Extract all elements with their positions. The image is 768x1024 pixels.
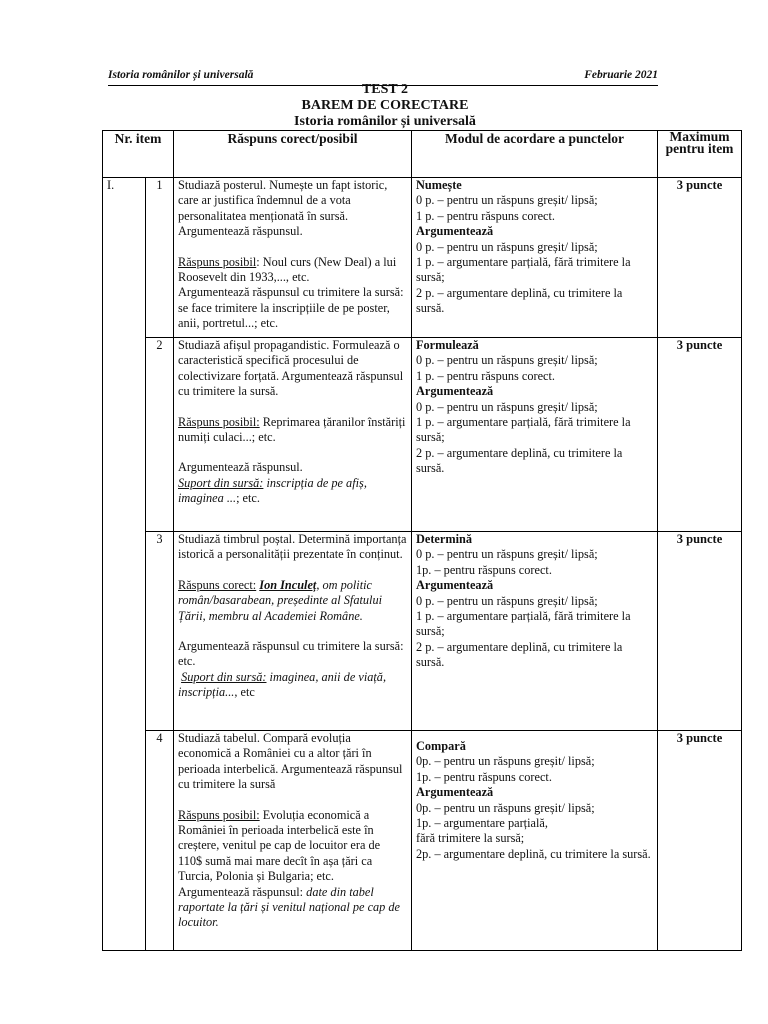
answer-text [178,415,407,446]
support-text [178,670,407,701]
person-name: Ion Inculeț [259,577,317,592]
scoring-line: 1 p. – argumentare parțială, fără trimitere la sursă; [416,255,631,285]
scoring-line: 0 p. – pentru un răspuns greșit/ lipsă; [416,353,598,368]
scoring-heading: Argumentează [416,578,494,593]
scoring-line: 2 p. – argumentare deplină, cu trimitere la sursă. [416,285,623,316]
header-item-number: Nr. item [103,131,174,178]
scoring-line: 0p. – pentru un răspuns greșit/ lipsă; [416,754,595,769]
points-cell: 3 puncte [658,731,742,951]
answer-cell [174,532,412,731]
scoring-line: 1 p. – pentru răspuns corect. [416,208,555,223]
answer-label: Răspuns corect: [178,577,257,592]
support-text [178,476,407,507]
test-title: TEST 2 [361,82,409,97]
scoring-line: 1p. – pentru răspuns corect. [416,562,552,577]
scoring-cell [412,178,658,338]
scoring-line: 1 p. – pentru răspuns corect. [416,368,555,383]
header-max-points: Maximum pentru item [658,131,742,178]
table-header-row [103,131,742,178]
scoring-line: 0 p. – pentru un răspuns greșit/ lipsă; [416,239,598,254]
task-text: Studiază afișul propagandistic. Formulează o caracteristică specifică procesului de colectivizare forțată. Argumentează răspunsul cu trimitere la sursă. [178,338,404,399]
scoring-line: 2p. – argumentare deplină, cu trimitere la sursă. [416,846,651,861]
table-row [103,338,742,532]
answer-cell [174,731,412,951]
answer-label: Răspuns posibil: [178,807,260,822]
scoring-line: 0 p. – pentru un răspuns greșit/ lipsă; [416,547,598,562]
support-tail: , etc [234,685,255,700]
scoring-heading: Numește [416,178,462,192]
header-scoring: Modul de acordare a punctelor [412,131,658,178]
argument-body: date din tabel raportate la țări și venitul național pe cap de locuitor. [178,884,401,930]
scoring-line: 1p. – pentru răspuns corect. [416,769,552,784]
header-subject: Istoria românilor și universală [108,69,254,81]
scoring-cell [412,338,658,532]
barem-title: BAREM DE CORECTARE [301,98,469,113]
item-number: 1 [146,178,174,338]
document-titles [100,82,670,130]
item-number: 4 [146,731,174,951]
answer-body: , om politic român/basarabean, președinte al Sfatului Țării, membru al Academiei Române. [178,577,383,623]
scoring-line: 0 p. – pentru un răspuns greșit/ lipsă; [416,399,598,414]
task-text: Studiază posterul. Numește un fapt istoric, care ar justifica îndemnul de a vota personalitatea menționată în sursă. Argumentează răspunsul. [178,178,388,239]
answer-body: Reprimarea țăranilor înstăriți numiți culaci...; etc. [178,414,406,445]
scoring-heading: Determină [416,532,472,546]
header-date: Februarie 2021 [584,69,658,81]
scoring-line: 0 p. – pentru un răspuns greșit/ lipsă; [416,193,598,208]
header-answer: Răspuns corect/posibil [174,131,412,178]
argument-text: Argumentează răspunsul cu trimitere la sursă: se face trimitere la inscripțiile de pe poster, anii, portretul...; etc. [178,285,404,331]
answer-text [178,808,407,885]
scoring-heading: Compară [416,739,466,753]
table-row [103,731,742,951]
scoring-line: fără trimitere la sursă; [416,831,525,846]
support-label: Suport din sursă: [178,475,264,490]
scoring-line: 2 p. – argumentare deplină, cu trimitere la sursă. [416,445,623,476]
scoring-heading: Argumentează [416,384,494,399]
argument-text: Argumentează răspunsul. [178,460,303,475]
support-body: inscripția de pe afiș, imaginea ... [178,475,367,506]
scoring-cell [412,532,658,731]
table-row [103,178,742,338]
scoring-line: 0 p. – pentru un răspuns greșit/ lipsă; [416,593,598,608]
scoring-cell [412,731,658,951]
answer-label: Răspuns posibil [178,254,257,269]
answer-cell [174,338,412,532]
points-cell: 3 puncte [658,532,742,731]
answer-body: : Noul curs (New Deal) a lui Roosevelt din 1933,..., etc. [178,254,397,285]
support-tail: ; etc. [236,491,260,506]
support-label: Suport din sursă: [181,669,267,684]
answer-text [178,578,407,624]
argument-text: Argumentează răspunsul cu trimitere la sursă: etc. [178,639,404,669]
support-body: imaginea, anii de viață, inscripția... [178,669,387,700]
section-number: I. [103,178,146,951]
scoring-line: 1p. – argumentare parțială, [416,816,548,831]
answer-text [178,255,407,286]
task-text: Studiază timbrul poștal. Determină importanța istorică a personalității prezentate în conținut. [178,532,407,562]
table-row [103,532,742,731]
answer-label: Răspuns posibil: [178,414,260,429]
scoring-line: 2 p. – argumentare deplină, cu trimitere la sursă. [416,639,623,670]
scoring-heading: Argumentează [416,224,494,239]
scoring-line: 0p. – pentru un răspuns greșit/ lipsă; [416,800,595,815]
item-number: 2 [146,338,174,532]
scoring-line: 1 p. – argumentare parțială, fără trimitere la sursă; [416,609,631,639]
argument-label: Argumentează răspunsul: [178,884,307,899]
points-cell: 3 puncte [658,178,742,338]
scoring-heading: Formulează [416,338,479,352]
grading-table [102,130,742,951]
subject-title: Istoria românilor și universală [294,114,476,129]
scoring-heading: Argumentează [416,785,494,800]
scoring-line: 1 p. – argumentare parțială, fără trimitere la sursă; [416,415,631,445]
task-text: Studiază tabelul. Compară evoluția economică a României cu a altor țări în perioada interbelică. Argumentează răspunsul cu trimitere la sursă [178,731,403,792]
answer-body: Evoluția economică a României în perioada interbelică este în creștere, venitul pe cap de locuitor era de 110$ sumă mai mare decît în așa țări ca Turcia, Polonia și Bulgaria; etc. [178,807,381,884]
argument-text [178,885,407,931]
answer-cell [174,178,412,338]
item-number: 3 [146,532,174,731]
points-cell: 3 puncte [658,338,742,532]
